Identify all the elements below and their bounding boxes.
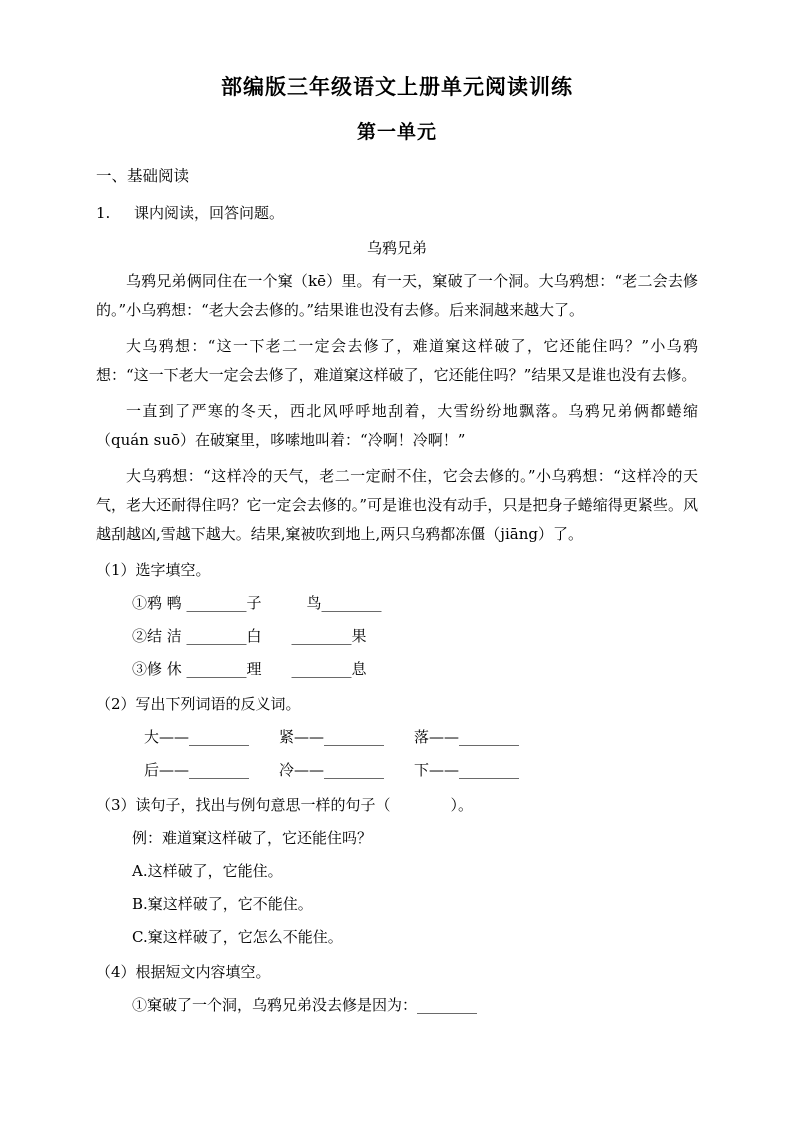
antonym-row: 后——________ 冷——________ 下——________: [144, 761, 520, 779]
document-title: 部编版三年级语文上册单元阅读训练: [221, 74, 573, 99]
fill-in-item: ①窠破了一个洞，乌鸦兄弟没去修是因为：________: [132, 996, 478, 1014]
sub-question-2: [96, 690, 698, 785]
example-sentence: 例：难道窠这样破了，它还能住吗？: [132, 829, 373, 847]
sub-question-3-label: （3）读句子，找出与例句意思一样的句子（ ）。: [96, 796, 474, 814]
choice-option-c: C.窠这样破了，它怎么不能住。: [132, 928, 343, 946]
section-heading: 一、基础阅读: [96, 167, 190, 185]
choice-option-b: B.窠这样破了，它不能住。: [132, 895, 313, 913]
sub-question-4-label: （4）根据短文内容填空。: [96, 963, 271, 981]
passage-paragraph: 乌鸦兄弟俩同住在一个窠（kē）里。有一天，窠破了一个洞。大乌鸦想：“老二会去修的。”小乌鸦想：“老大会去修的。”结果谁也没有去修。后来洞越来越大了。: [96, 272, 698, 319]
passage-paragraph: 大乌鸦想：“这一下老二一定会去修了，难道窠这样破了，它还能住吗？”小乌鸦想：“这一下老大一定会去修了，难道窠这样破了，它还能住吗？”结果又是谁也没有去修。: [96, 337, 698, 384]
sub-question-1: [96, 556, 698, 684]
passage-paragraph: 一直到了严寒的冬天，西北风呼呼地刮着，大雪纷纷地飘落。乌鸦兄弟俩都蜷缩（quán suō）在破窠里，哆嗦地叫着：“冷啊！冷啊！”: [96, 402, 698, 449]
sub-question-2-label: （2）写出下列词语的反义词。: [96, 695, 301, 713]
passage-paragraph: 大乌鸦想：“这样冷的天气，老二一定耐不住，它会去修的。”小乌鸦想：“这样冷的天气，老大还耐得住吗？它一定会去修的。”可是谁也没有动手，只是把身子蜷缩得更紧些。风越刮越凶,雪越下越大。结果,窠被吹到地上,两只乌鸦都冻僵（jiāng）了。: [96, 467, 698, 543]
unit-title: 第一单元: [356, 121, 437, 143]
question-1-intro: [96, 199, 698, 228]
question-1-text: 课内阅读，回答问题。: [134, 204, 285, 222]
fill-in-item: ③修 休 ________理 ________息: [132, 660, 367, 678]
sub-question-3: [96, 791, 698, 952]
sub-question-1-label: （1）选字填空。: [96, 561, 211, 579]
question-1-number: 1.: [96, 204, 111, 222]
choice-option-a: A.这样破了，它能住。: [132, 862, 283, 880]
sub-question-4: [96, 958, 698, 1020]
antonym-row: 大——________ 紧——________ 落——________: [144, 728, 520, 746]
fill-in-item: ②结 洁 ________白 ________果: [132, 627, 367, 645]
passage-title: 乌鸦兄弟: [366, 239, 427, 257]
fill-in-item: ①鸦 鸭 ________子 鸟________: [132, 594, 382, 612]
